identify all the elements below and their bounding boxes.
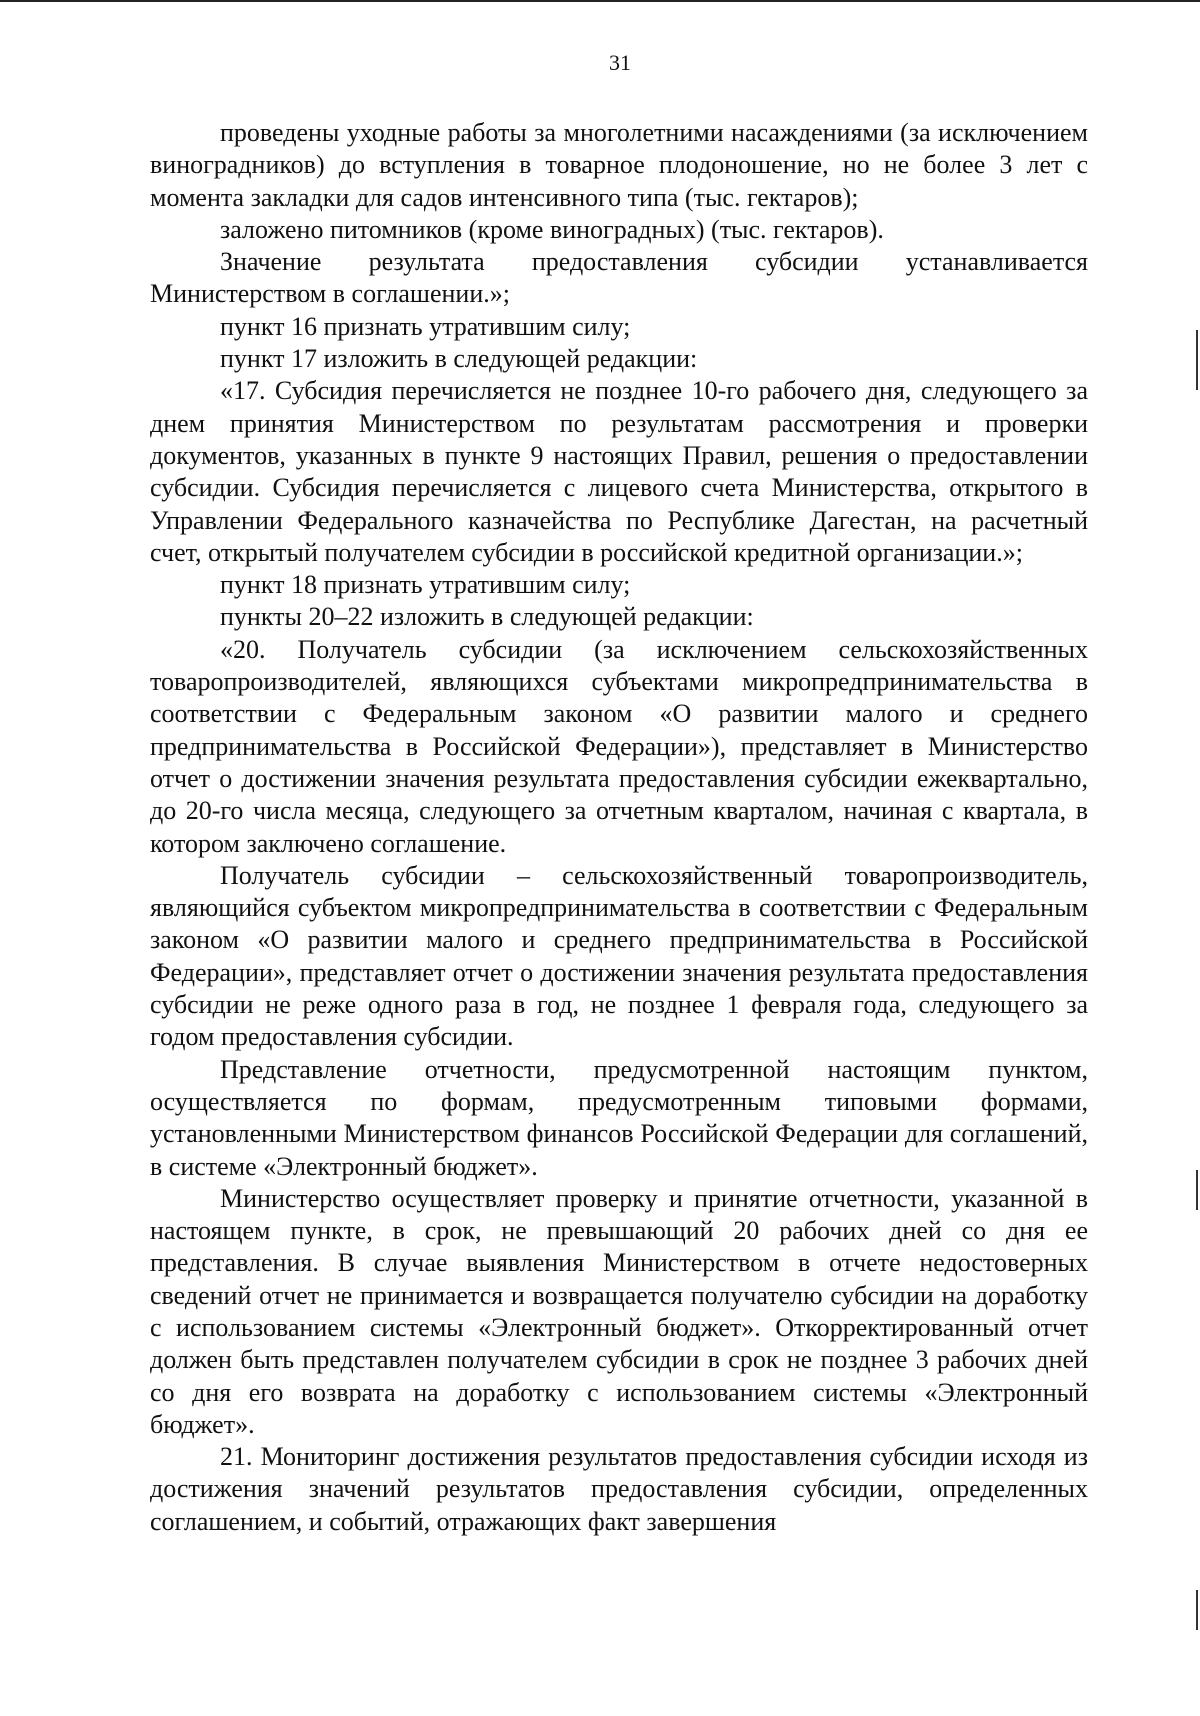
paragraph: пункт 17 изложить в следующей редакции:	[220, 344, 698, 374]
document-body	[150, 117, 1088, 1538]
scan-right-mark	[1196, 330, 1198, 390]
page-number: 31	[609, 50, 631, 75]
paragraph: Представление отчетности, предусмотренной настоящим пунктом, осуществляется по формам, предусмотренным типовыми формами, установленными Министерством финансов Российской Федерации для соглашений, в системе «Электронный бюджет».	[150, 1054, 1088, 1181]
paragraph: Министерство осуществляет проверку и принятие отчетности, указанной в настоящем пункте, в срок, не превышающий 20 рабочих дней со дня ее представления. В случае выявления Министерством в отчете недостоверных сведений отчет не принимается и возвращается получателю субсидии на доработку с использованием системы «Электронный бюджет». Откорректированный отчет должен быть представлен получателем субсидии в срок не позднее 3 рабочих дней со дня его возврата на доработку с использованием системы «Электронный бюджет».	[150, 1183, 1088, 1439]
paragraph: пункт 18 признать утратившим силу;	[220, 570, 631, 600]
scan-right-mark	[1196, 1590, 1198, 1630]
paragraph: пункты 20–22 изложить в следующей редакции:	[220, 602, 754, 632]
scan-top-edge	[0, 0, 1200, 2]
paragraph: пункт 16 признать утратившим силу;	[220, 311, 631, 341]
paragraph: Получатель субсидии – сельскохозяйственный товаропроизводитель, являющийся субъектом микропредпринимательства в соответствии с Федеральным законом «О развитии малого и среднего предпринимательства в Российской Федерации», представляет отчет о достижении значения результата предоставления субсидии не реже одного раза в год, не позднее 1 февраля года, следующего за годом предоставления субсидии.	[150, 860, 1088, 1052]
paragraph: проведены уходные работы за многолетними насаждениями (за исключением виноградников) до вступления в товарное плодоношение, но не более 3 лет с момента закладки для садов интенсивного типа (тыс. гектаров);	[150, 118, 1088, 212]
paragraph: 21. Мониторинг достижения результатов предоставления субсидии исходя из достижения значений результатов предоставления субсидии, определенных соглашением, и событий, отражающих факт завершения	[150, 1442, 1088, 1536]
paragraph: «17. Субсидия перечисляется не позднее 10-го рабочего дня, следующего за днем принятия Министерством по результатам рассмотрения и проверки документов, указанных в пункте 9 настоящих Правил, решения о предоставлении субсидии. Субсидия перечисляется с лицевого счета Министерства, открытого в Управлении Федерального казначейства по Республике Дагестан, на расчетный счет, открытый получателем субсидии в российской кредитной организации.»;	[150, 376, 1088, 567]
scan-right-mark	[1196, 1170, 1198, 1210]
paragraph: заложено питомников (кроме виноградных) (тыс. гектаров).	[220, 214, 884, 244]
paragraph: «20. Получатель субсидии (за исключением сельскохозяйственных товаропроизводителей, являющихся субъектами микропредпринимательства в соответствии с Федеральным законом «О развитии малого и среднего предпринимательства в Российской Федерации»), представляет в Министерство отчет о достижении значения результата предоставления субсидии ежеквартально, до 20-го числа месяца, следующего за отчетным кварталом, начиная с квартала, в котором заключено соглашение.	[150, 634, 1088, 858]
paragraph: Значение результата предоставления субсидии устанавливается Министерством в соглашении.»;	[150, 247, 1088, 309]
